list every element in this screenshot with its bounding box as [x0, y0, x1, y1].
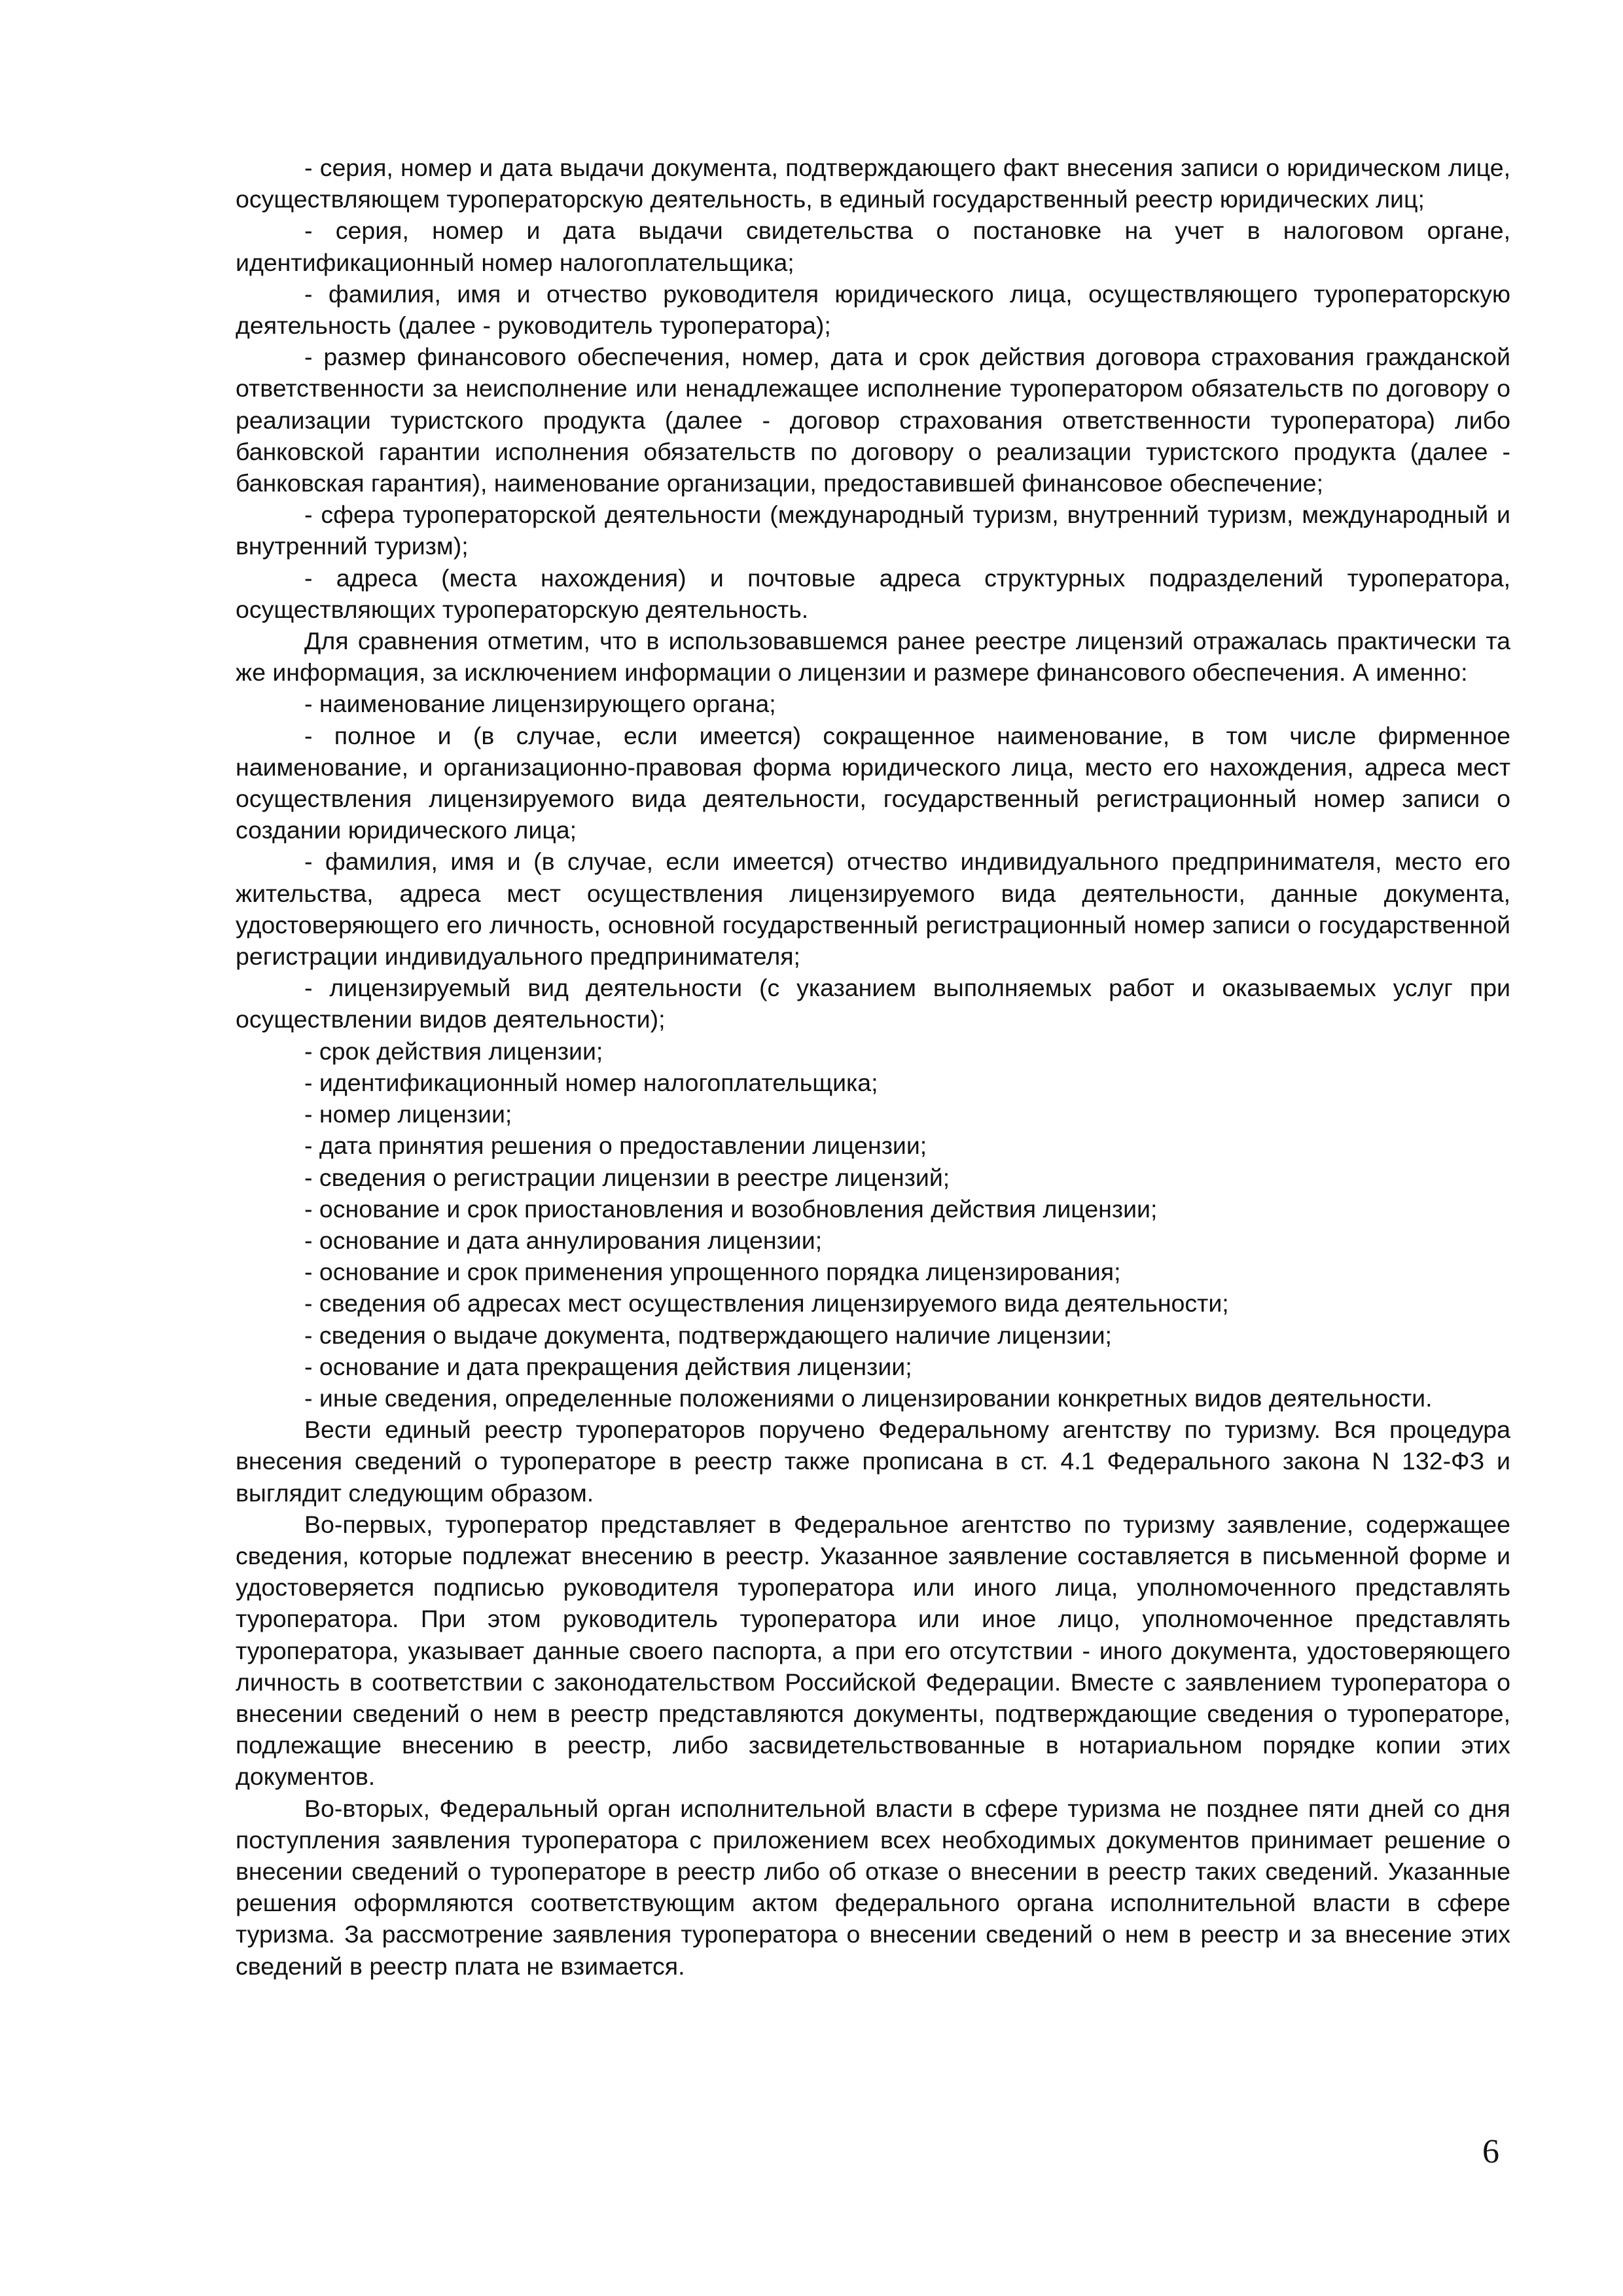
list-item: - основание и срок применения упрощенного порядка лицензирования; — [304, 1258, 1121, 1286]
paragraph: - адреса (места нахождения) и почтовые адреса структурных подразделений туроператора, осуществляющих туроператорскую деятельность. — [236, 564, 1510, 623]
list-item: - лицензируемый вид деятельности (с указанием выполняемых работ и оказываемых услуг при осуществлении видов деятельности); — [236, 974, 1510, 1033]
list-item: - основание и дата аннулирования лицензии; — [304, 1226, 823, 1254]
list-item: - сведения о регистрации лицензии в реестре лицензий; — [304, 1163, 950, 1191]
list-item: - срок действия лицензии; — [304, 1037, 603, 1065]
paragraph: - сфера туроператорской деятельности (международный туризм, внутренний туризм, международный и внутренний туризм); — [236, 501, 1510, 560]
paragraph: Во-первых, туроператор представляет в Федеральное агентство по туризму заявление, содержащее сведения, которые подлежат внесению в реестр. Указанное заявление составляется в письменной форме и удостоверяется подписью руководителя туроператора или иного лица, уполномоченного представлять туроператора. При этом руководитель туроператора или иное лицо, уполномоченное представлять туроператора, указывает данные своего паспорта, а при его отсутствии - иного документа, удостоверяющего личность в соответствии с законодательством Российской Федерации. Вместе с заявлением туроператора о внесении сведений о нем в реестр представляются документы, подтверждающие сведения о туроператоре, подлежащие внесению в реестр, либо засвидетельствованные в нотариальном порядке копии этих документов. — [236, 1510, 1510, 1791]
list-item: - основание и дата прекращения действия лицензии; — [304, 1352, 912, 1380]
list-item: - основание и срок приостановления и возобновления действия лицензии; — [304, 1194, 1158, 1223]
list-item: - полное и (в случае, если имеется) сокращенное наименование, в том числе фирменное наименование, и организационно-правовая форма юридического лица, место его нахождения, адреса мест осуществления лицензируемого вида деятельности, государственный регистрационный номер записи о создании юридического лица; — [236, 721, 1510, 844]
paragraph: Во-вторых, Федеральный орган исполнительной власти в сфере туризма не позднее пяти дней со дня поступления заявления туроператора с приложением всех необходимых документов принимает решение о внесении сведений о туроператоре в реестр либо об отказе о внесении в реестр таких сведений. Указанные решения оформляются соответствующим актом федерального органа исполнительной власти в сфере туризма. За рассмотрение заявления туроператора о внесении сведений о нем в реестр и за внесение этих сведений в реестр плата не взимается. — [236, 1794, 1510, 1980]
paragraph: Для сравнения отметим, что в использовавшемся ранее реестре лицензий отражалась практически та же информация, за исключением информации о лицензии и размере финансового обеспечения. А именно: — [236, 627, 1510, 687]
paragraph: - серия, номер и дата выдачи документа, подтверждающего факт внесения записи о юридическом лице, осуществляющем туроператорскую деятельность, в единый государственный реестр юридических лиц; — [236, 154, 1510, 213]
list-item: - сведения об адресах мест осуществления лицензируемого вида деятельности; — [304, 1289, 1229, 1318]
paragraph: - фамилия, имя и отчество руководителя юридического лица, осуществляющего туроператорскую деятельность (далее - руководитель туроператора); — [236, 279, 1510, 340]
list-item: - идентификационный номер налогоплательщика; — [304, 1068, 878, 1096]
document-body — [236, 152, 1510, 1982]
list-item: - иные сведения, определенные положениями о лицензировании конкретных видов деятельности. — [304, 1384, 1433, 1412]
page-number: 6 — [1482, 2133, 1499, 2170]
list-item: - фамилия, имя и (в случае, если имеется) отчество индивидуального предпринимателя, место его жительства, адреса мест осуществления лицензируемого вида деятельности, данные документа, удостоверяющего его личность, основной государственный регистрационный номер записи о государственной регистрации индивидуального предпринимателя; — [236, 848, 1510, 971]
list-item: - сведения о выдаче документа, подтверждающего наличие лицензии; — [304, 1321, 1112, 1349]
list-item: - дата принятия решения о предоставлении лицензии; — [304, 1132, 927, 1160]
paragraph: Вести единый реестр туроператоров поручено Федеральному агентству по туризму. Вся процедура внесения сведений о туроператоре в реестр также прописана в ст. 4.1 Федерального закона N 132-ФЗ и выглядит следующим образом. — [236, 1416, 1510, 1507]
list-item: - наименование лицензирующего органа; — [304, 690, 776, 718]
paragraph: - размер финансового обеспечения, номер, дата и срок действия договора страхования гражданской ответственности за неисполнение или ненадлежащее исполнение туроператором обязательств по договору о реализации туристского продукта (далее - договор страхования ответственности туроператора) либо банковской гарантии исполнения обязательств по договору о реализации туристского продукта (далее - банковская гарантия), наименование организации, предоставившей финансовое обеспечение; — [236, 343, 1510, 497]
paragraph: - серия, номер и дата выдачи свидетельства о постановке на учет в налоговом органе, идентификационный номер налогоплательщика; — [236, 217, 1510, 276]
list-item: - номер лицензии; — [304, 1100, 512, 1128]
